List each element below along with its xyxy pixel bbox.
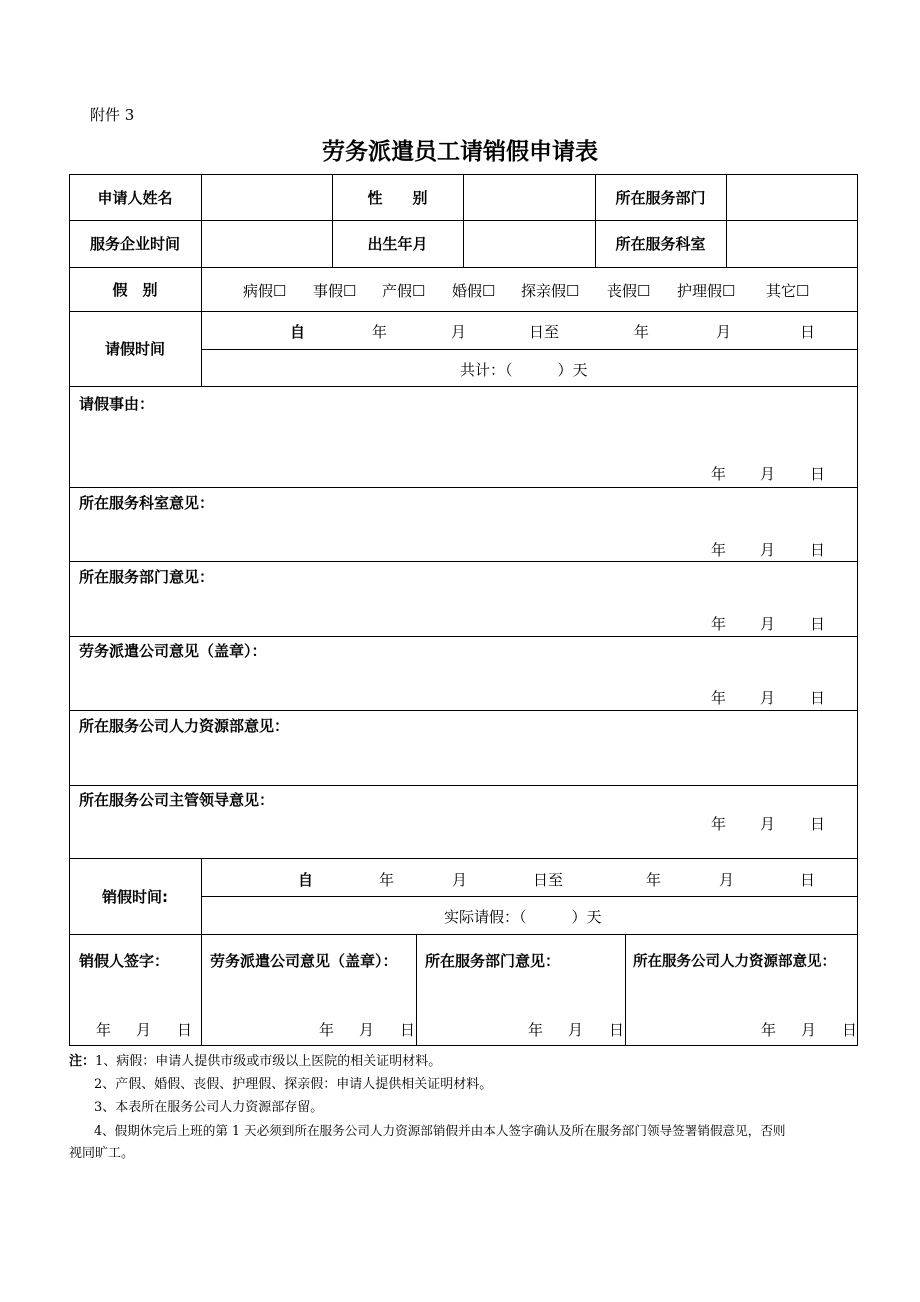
leave-option-maternity[interactable]: 产假☐ <box>382 282 426 300</box>
leave-from-month: 月 <box>451 323 467 341</box>
gender-field[interactable] <box>464 175 595 220</box>
bottom-dispatch-date-month: 月 <box>359 1021 375 1039</box>
section-opinion-field[interactable] <box>70 514 857 536</box>
reason-date-day: 日 <box>810 465 826 483</box>
leave-from-day-to <box>529 321 559 342</box>
note-4b: 视同旷工。 <box>69 1146 135 1161</box>
leave-from-label: 自 <box>290 323 306 341</box>
row-line <box>69 710 858 711</box>
service-time-field[interactable] <box>202 221 332 267</box>
row-line <box>69 636 858 637</box>
bottom-hr-opinion-field[interactable] <box>626 975 856 1015</box>
leader-date-month: 月 <box>760 815 776 833</box>
leave-total: 共计：（ ）天 <box>460 361 588 379</box>
bottom-hr-date-day: 日 <box>842 1021 858 1039</box>
row-line <box>69 934 858 935</box>
leave-from-year: 年 <box>372 323 388 341</box>
department-date-day: 日 <box>810 615 826 633</box>
dispatch-date-day: 日 <box>810 689 826 707</box>
birth-label: 出生年月 <box>367 235 428 253</box>
applicant-name-label: 申请人姓名 <box>97 188 173 207</box>
signature-label: 销假人签字： <box>79 952 170 970</box>
bottom-hr-date-year: 年 <box>761 1021 777 1039</box>
service-time-label: 服务企业时间 <box>89 235 180 253</box>
row-line <box>69 785 858 786</box>
dispatch-opinion-field[interactable] <box>70 662 857 684</box>
note-1-text: 1、病假：申请人提供市级或市级以上医院的相关证明材料。 <box>95 1054 442 1069</box>
section-opinion-label: 所在服务科室意见： <box>79 494 215 512</box>
cancel-from-label: 自 <box>298 871 314 889</box>
table-bottom-border <box>69 1045 858 1046</box>
note-4a: 4、假期休完后上班的第 1 天必须到所在服务公司人力资源部销假并由本人签字确认及所在服务部门领导签署销假意见，否则 <box>94 1123 786 1138</box>
leave-to-month: 月 <box>716 323 732 341</box>
cancel-from-month: 月 <box>452 871 468 889</box>
note-2: 2、产假、婚假、丧假、护理假、探亲假：申请人提供相关证明材料。 <box>94 1077 493 1092</box>
signature-field[interactable] <box>70 975 200 1015</box>
bottom-dispatch-opinion-label: 劳务派遣公司意见（盖章）： <box>210 952 398 970</box>
section-date-year: 年 <box>711 541 727 559</box>
leave-to-day: 日 <box>800 323 816 341</box>
row-line <box>201 349 858 350</box>
cancel-from-year: 年 <box>379 871 395 889</box>
reason-field[interactable] <box>70 416 857 462</box>
bottom-department-date-year: 年 <box>528 1021 544 1039</box>
leave-option-marriage[interactable]: 婚假☐ <box>452 282 496 300</box>
row-line <box>201 896 858 897</box>
leader-opinion-label: 所在服务公司主管领导意见： <box>79 791 275 809</box>
cancel-day-to: 日至 <box>533 871 564 889</box>
leave-option-bereavement[interactable]: 丧假☐ <box>607 282 651 300</box>
cancel-to-year: 年 <box>646 871 662 889</box>
reason-date-year: 年 <box>711 465 727 483</box>
bottom-dispatch-date-day: 日 <box>400 1021 416 1039</box>
leader-date-year: 年 <box>711 815 727 833</box>
row-line <box>69 487 858 488</box>
table-right-border <box>857 174 858 1045</box>
col-line <box>201 858 202 1045</box>
section-field[interactable] <box>727 221 857 267</box>
cancel-to-day: 日 <box>800 871 816 889</box>
bottom-dispatch-date-year: 年 <box>319 1021 335 1039</box>
hr-opinion-label: 所在服务公司人力资源部意见： <box>79 717 290 735</box>
actual-leave-total: 实际请假：（ ）天 <box>444 908 602 926</box>
page-title: 劳务派遣员工请销假申请表 <box>322 139 598 165</box>
row-line <box>69 386 858 387</box>
leader-opinion-field[interactable] <box>70 811 857 833</box>
bottom-hr-opinion-label: 所在服务公司人力资源部意见： <box>633 954 836 970</box>
leader-date-day: 日 <box>810 815 826 833</box>
bottom-department-date-day: 日 <box>609 1021 625 1039</box>
bottom-department-opinion-label: 所在服务部门意见： <box>425 952 561 970</box>
department-opinion-field[interactable] <box>70 588 857 610</box>
bottom-dispatch-opinion-field[interactable] <box>202 975 415 1015</box>
dispatch-date-year: 年 <box>711 689 727 707</box>
leave-type-label: 假 别 <box>112 280 158 299</box>
leave-option-personal[interactable]: 事假☐ <box>313 282 357 300</box>
department-label: 所在服务部门 <box>615 188 706 207</box>
department-date-month: 月 <box>760 615 776 633</box>
signature-date-year: 年 <box>96 1021 112 1039</box>
leave-time-label: 请假时间 <box>104 340 165 358</box>
signature-date-day: 日 <box>177 1021 193 1039</box>
reason-label: 请假事由： <box>79 395 155 413</box>
leave-option-family-visit[interactable]: 探亲假☐ <box>521 282 580 300</box>
gender-label: 性 别 <box>367 188 428 207</box>
row-line <box>69 561 858 562</box>
section-label: 所在服务科室 <box>615 235 706 253</box>
notes <box>69 1050 859 1165</box>
leave-day-to-text: 日至 <box>529 323 560 341</box>
dispatch-opinion-label: 劳务派遣公司意见（盖章）： <box>79 642 267 660</box>
hr-opinion-field[interactable] <box>70 738 857 784</box>
department-date-year: 年 <box>711 615 727 633</box>
section-date-month: 月 <box>760 541 776 559</box>
applicant-name-field[interactable] <box>202 175 332 220</box>
department-field[interactable] <box>727 175 857 220</box>
section-date-day: 日 <box>810 541 826 559</box>
cancel-to-month: 月 <box>719 871 735 889</box>
attachment-label: 附件 3 <box>90 106 135 124</box>
signature-date-month: 月 <box>136 1021 152 1039</box>
bottom-hr-date-month: 月 <box>801 1021 817 1039</box>
bottom-department-date-month: 月 <box>568 1021 584 1039</box>
reason-date-month: 月 <box>760 465 776 483</box>
leave-option-other[interactable]: 其它☐ <box>766 282 810 300</box>
bottom-department-opinion-field[interactable] <box>417 975 624 1015</box>
cancel-time-label: 销假时间: <box>102 887 168 906</box>
dispatch-date-month: 月 <box>760 689 776 707</box>
note-3: 3、本表所在服务公司人力资源部存留。 <box>94 1100 324 1115</box>
leave-to-year: 年 <box>634 323 650 341</box>
note-prefix: 注： <box>69 1054 96 1069</box>
birth-field[interactable] <box>464 221 595 267</box>
note-1 <box>69 1050 859 1073</box>
department-opinion-label: 所在服务部门意见： <box>79 568 215 586</box>
leave-option-nursing[interactable]: 护理假☐ <box>677 282 736 300</box>
leave-option-sick[interactable]: 病假☐ <box>243 282 287 300</box>
